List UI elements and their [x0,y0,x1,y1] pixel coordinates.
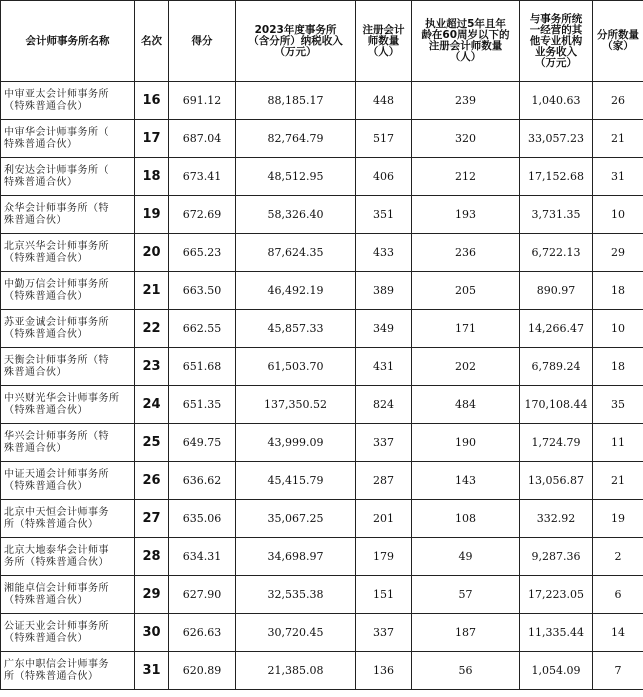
firm-name-line1: 天衡会计师事务所（特 [4,354,109,366]
revenue-cell: 43,999.09 [236,424,356,462]
firm-name-line2: 务所（特殊普通合伙） [4,556,109,568]
firm-name-line1: 中审亚太会计师事务所 [4,88,109,100]
rank-cell: 19 [135,196,169,234]
senior-cpas-cell: 205 [412,272,520,310]
revenue-cell: 34,698.97 [236,538,356,576]
firm-name-line2: 所（特殊普通合伙） [4,518,99,530]
senior-cpas-cell: 56 [412,652,520,690]
branches-cell: 6 [593,576,643,614]
affiliate-revenue-cell: 1,054.09 [520,652,593,690]
table-row [1,120,643,158]
affiliate-revenue-cell: 6,789.24 [520,348,593,386]
senior-cpas-cell: 236 [412,234,520,272]
cpas-cell: 824 [356,386,412,424]
revenue-cell: 87,624.35 [236,234,356,272]
firm-name-line1: 苏亚金诚会计师事务所 [4,316,109,328]
header-senior-cpas: 执业超过5年且年 龄在60周岁以下的 注册会计师数量 （人） [412,1,520,82]
score-cell: 649.75 [169,424,236,462]
senior-cpas-cell: 202 [412,348,520,386]
senior-cpas-cell: 57 [412,576,520,614]
rank-cell: 16 [135,82,169,120]
revenue-cell: 30,720.45 [236,614,356,652]
table-row [1,234,643,272]
branches-cell: 18 [593,348,643,386]
cpas-cell: 337 [356,424,412,462]
affiliate-revenue-cell: 1,040.63 [520,82,593,120]
score-cell: 635.06 [169,500,236,538]
header-score: 得分 [169,1,236,82]
firm-name-line1: 中兴财光华会计师事务所 [4,392,120,404]
score-cell: 626.63 [169,614,236,652]
branches-cell: 14 [593,614,643,652]
cpas-cell: 431 [356,348,412,386]
rank-cell: 21 [135,272,169,310]
score-cell: 634.31 [169,538,236,576]
rank-cell: 31 [135,652,169,690]
score-cell: 627.90 [169,576,236,614]
senior-cpas-cell: 484 [412,386,520,424]
affiliate-revenue-cell: 17,223.05 [520,576,593,614]
senior-cpas-cell: 49 [412,538,520,576]
header-branches: 分所数量 （家） [593,1,643,82]
branches-cell: 21 [593,462,643,500]
cpas-cell: 389 [356,272,412,310]
affiliate-revenue-cell: 170,108.44 [520,386,593,424]
score-cell: 673.41 [169,158,236,196]
firm-name-line1: 众华会计师事务所（特 [4,202,109,214]
firm-name-cell [1,614,135,652]
table-row [1,348,643,386]
senior-cpas-cell: 171 [412,310,520,348]
table-row [1,272,643,310]
firm-name-line2: 所（特殊普通合伙） [4,670,99,682]
revenue-cell: 35,067.25 [236,500,356,538]
cpas-cell: 179 [356,538,412,576]
branches-cell: 21 [593,120,643,158]
firm-name-cell [1,500,135,538]
rank-cell: 22 [135,310,169,348]
table-row [1,538,643,576]
firm-name-line1: 利安达会计师事务所（ [4,164,109,176]
firm-name-cell [1,120,135,158]
firm-name-line1: 中证天通会计师事务所 [4,468,109,480]
cpas-cell: 433 [356,234,412,272]
branches-cell: 10 [593,196,643,234]
revenue-cell: 48,512.95 [236,158,356,196]
table-row [1,310,643,348]
firm-name-cell [1,158,135,196]
firm-name-line1: 华兴会计师事务所（特 [4,430,109,442]
firm-name-cell [1,576,135,614]
score-cell: 663.50 [169,272,236,310]
firm-name-cell [1,462,135,500]
cpas-cell: 151 [356,576,412,614]
cpas-cell: 337 [356,614,412,652]
revenue-cell: 82,764.79 [236,120,356,158]
firm-name-cell [1,424,135,462]
senior-cpas-cell: 190 [412,424,520,462]
score-cell: 672.69 [169,196,236,234]
branches-cell: 26 [593,82,643,120]
cpas-cell: 201 [356,500,412,538]
table-row [1,424,643,462]
affiliate-revenue-cell: 890.97 [520,272,593,310]
header-rank: 名次 [135,1,169,82]
table-row [1,196,643,234]
firm-name-cell [1,652,135,690]
table-row [1,386,643,424]
header-revenue: 2023年度事务所 （含分所）纳税收入 （万元） [236,1,356,82]
senior-cpas-cell: 187 [412,614,520,652]
table-row [1,462,643,500]
cpas-cell: 287 [356,462,412,500]
branches-cell: 10 [593,310,643,348]
revenue-cell: 58,326.40 [236,196,356,234]
firm-name-line1: 中审华会计师事务所（ [4,126,109,138]
firm-name-line1: 公证天业会计师事务所 [4,620,109,632]
firm-name-line2: 特殊普通合伙） [4,176,78,188]
firm-name-line2: 特殊普通合伙） [4,138,78,150]
firm-name-cell [1,386,135,424]
table-row [1,652,643,690]
table-row [1,158,643,196]
affiliate-revenue-cell: 6,722.13 [520,234,593,272]
firm-name-line1: 中勤万信会计师事务所 [4,278,109,290]
affiliate-revenue-cell: 17,152.68 [520,158,593,196]
branches-cell: 7 [593,652,643,690]
table-row [1,82,643,120]
affiliate-revenue-cell: 13,056.87 [520,462,593,500]
header-row [1,1,643,82]
revenue-cell: 46,492.19 [236,272,356,310]
branches-cell: 35 [593,386,643,424]
cpas-cell: 517 [356,120,412,158]
firm-name-cell [1,348,135,386]
firm-name-line2: （特殊普通合伙） [4,594,88,606]
header-affiliate-revenue: 与事务所统 一经营的其 他专业机构 业务收入 （万元） [520,1,593,82]
branches-cell: 2 [593,538,643,576]
branches-cell: 19 [593,500,643,538]
senior-cpas-cell: 212 [412,158,520,196]
revenue-cell: 137,350.52 [236,386,356,424]
rank-cell: 18 [135,158,169,196]
revenue-cell: 88,185.17 [236,82,356,120]
score-cell: 651.35 [169,386,236,424]
firm-name-line1: 湘能卓信会计师事务所 [4,582,109,594]
senior-cpas-cell: 193 [412,196,520,234]
table-row [1,576,643,614]
firm-name-line1: 北京兴华会计师事务所 [4,240,109,252]
rank-cell: 27 [135,500,169,538]
revenue-cell: 61,503.70 [236,348,356,386]
firm-name-line2: 殊普通合伙） [4,442,67,454]
rank-cell: 20 [135,234,169,272]
firm-name-cell [1,82,135,120]
senior-cpas-cell: 143 [412,462,520,500]
rank-cell: 28 [135,538,169,576]
firm-name-cell [1,310,135,348]
firm-name-line2: （特殊普通合伙） [4,632,88,644]
firm-name-cell [1,272,135,310]
firm-name-line2: 殊普通合伙） [4,214,67,226]
rank-cell: 26 [135,462,169,500]
header-firm: 会计师事务所名称 [1,1,135,82]
branches-cell: 29 [593,234,643,272]
table-body [1,82,643,690]
firm-name-line2: 殊普通合伙） [4,366,67,378]
revenue-cell: 45,415.79 [236,462,356,500]
table-row [1,500,643,538]
score-cell: 691.12 [169,82,236,120]
affiliate-revenue-cell: 14,266.47 [520,310,593,348]
rank-cell: 29 [135,576,169,614]
firm-name-line1: 北京中天恒会计师事务 [4,506,109,518]
firm-name-line2: （特殊普通合伙） [4,404,88,416]
firm-name-line2: （特殊普通合伙） [4,480,88,492]
revenue-cell: 32,535.38 [236,576,356,614]
firm-name-line2: （特殊普通合伙） [4,328,88,340]
rank-cell: 24 [135,386,169,424]
cpas-cell: 448 [356,82,412,120]
affiliate-revenue-cell: 9,287.36 [520,538,593,576]
branches-cell: 11 [593,424,643,462]
affiliate-revenue-cell: 33,057.23 [520,120,593,158]
rank-cell: 25 [135,424,169,462]
affiliate-revenue-cell: 332.92 [520,500,593,538]
score-cell: 636.62 [169,462,236,500]
senior-cpas-cell: 239 [412,82,520,120]
affiliate-revenue-cell: 3,731.35 [520,196,593,234]
score-cell: 665.23 [169,234,236,272]
senior-cpas-cell: 108 [412,500,520,538]
firm-name-line1: 北京大地泰华会计师事 [4,544,109,556]
cpas-cell: 349 [356,310,412,348]
score-cell: 687.04 [169,120,236,158]
score-cell: 620.89 [169,652,236,690]
branches-cell: 31 [593,158,643,196]
branches-cell: 18 [593,272,643,310]
firm-name-line2: （特殊普通合伙） [4,100,88,112]
firm-name-cell [1,538,135,576]
cpas-cell: 136 [356,652,412,690]
score-cell: 662.55 [169,310,236,348]
revenue-cell: 45,857.33 [236,310,356,348]
revenue-cell: 21,385.08 [236,652,356,690]
firm-name-line2: （特殊普通合伙） [4,290,88,302]
score-cell: 651.68 [169,348,236,386]
firm-name-line1: 广东中职信会计师事务 [4,658,109,670]
table-row [1,614,643,652]
rank-cell: 30 [135,614,169,652]
cpas-cell: 406 [356,158,412,196]
header-cpas: 注册会计 师数量 （人） [356,1,412,82]
affiliate-revenue-cell: 11,335.44 [520,614,593,652]
firm-name-cell [1,234,135,272]
senior-cpas-cell: 320 [412,120,520,158]
cpas-cell: 351 [356,196,412,234]
firm-name-cell [1,196,135,234]
rank-cell: 23 [135,348,169,386]
affiliate-revenue-cell: 1,724.79 [520,424,593,462]
rank-cell: 17 [135,120,169,158]
firm-name-line2: （特殊普通合伙） [4,252,88,264]
